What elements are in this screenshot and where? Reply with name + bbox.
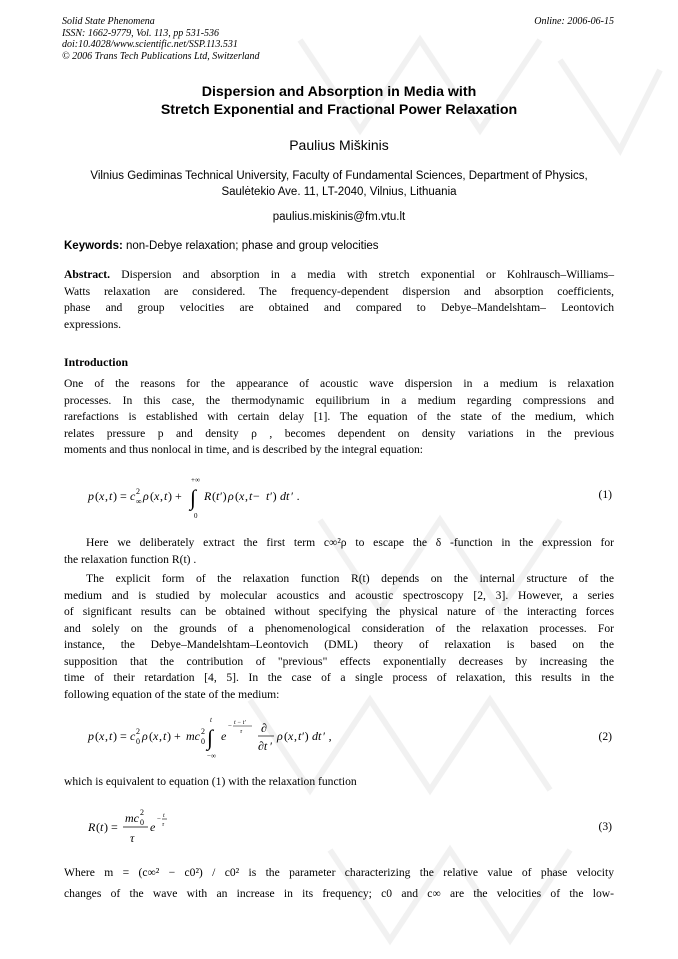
svg-text:e: e bbox=[221, 729, 227, 743]
svg-text:,: , bbox=[294, 729, 297, 743]
svg-text:x: x bbox=[99, 729, 105, 743]
svg-text:(: ( bbox=[95, 729, 99, 743]
paper-title bbox=[0, 83, 678, 119]
svg-text:′ ,: ′ , bbox=[323, 729, 332, 743]
svg-text:x: x bbox=[99, 489, 105, 503]
intro-paragraph-5 bbox=[64, 862, 614, 904]
text-line: processes. In this case, the thermodynamic equilibrium in a medium regarding compressions and bbox=[64, 393, 614, 407]
svg-text:dt: dt bbox=[280, 489, 290, 503]
svg-text:−: − bbox=[157, 815, 161, 823]
text-line: following equation of the state of the medium: bbox=[64, 687, 280, 701]
affiliation-line-1: Vilnius Gediminas Technical University, Faculty of Fundamental Sciences, Department of Physics, bbox=[90, 170, 588, 182]
svg-text:+∞: +∞ bbox=[191, 476, 200, 484]
text-line: relates pressure p and density ρ , becomes dependent on density variations in the previous bbox=[64, 426, 614, 440]
svg-text:(: ( bbox=[150, 489, 154, 503]
title-line-2: Stretch Exponential and Fractional Power Relaxation bbox=[160, 102, 518, 118]
svg-text:p: p bbox=[88, 489, 94, 503]
svg-text:ρ: ρ bbox=[228, 489, 234, 503]
equation-3 bbox=[86, 804, 206, 852]
svg-text:−: − bbox=[253, 489, 260, 503]
svg-text:) =: ) = bbox=[113, 729, 127, 743]
svg-text:ρ: ρ bbox=[142, 729, 148, 743]
svg-text:0: 0 bbox=[194, 512, 198, 520]
svg-text:(: ( bbox=[284, 729, 288, 743]
keywords-label: Keywords: bbox=[64, 240, 123, 252]
svg-text:,: , bbox=[105, 489, 108, 503]
svg-text:mc: mc bbox=[125, 811, 139, 825]
title-line-1: Dispersion and Absorption in Media with bbox=[201, 84, 477, 100]
svg-text:2: 2 bbox=[136, 727, 140, 736]
copyright-line: © 2006 Trans Tech Publications Ltd, Switzerland bbox=[62, 50, 260, 62]
svg-text:τ: τ bbox=[162, 822, 165, 828]
svg-text:∫: ∫ bbox=[190, 485, 197, 510]
svg-text:∫: ∫ bbox=[207, 725, 214, 750]
svg-text:,: , bbox=[245, 489, 248, 503]
svg-text:0: 0 bbox=[136, 737, 140, 746]
text-line: Here we deliberately extract the first term c∞²ρ to escape the δ -function in the expression for bbox=[86, 536, 614, 549]
equation-3-number: (3) bbox=[598, 820, 612, 833]
svg-text:0: 0 bbox=[140, 818, 144, 827]
section-heading-introduction: Introduction bbox=[64, 355, 129, 369]
equation-2 bbox=[86, 712, 366, 762]
svg-text:t: t bbox=[216, 489, 220, 503]
author-name: Paulius Miškinis bbox=[289, 137, 389, 153]
svg-text:τ: τ bbox=[240, 729, 243, 735]
abstract-line: Abstract. Dispersion and absorption in a media with stretch exponential or Kohlrausch–Williams– bbox=[64, 268, 614, 281]
svg-text:τ: τ bbox=[130, 831, 135, 845]
text-line: supposition that the contribution of "previous" effects exponentially decreases by increasing the bbox=[64, 654, 614, 668]
svg-text:∂t: ∂t bbox=[258, 739, 268, 753]
text-line: the relaxation function R(t) . bbox=[64, 552, 197, 566]
issn-line: ISSN: 1662-9779, Vol. 113, pp 531-536 bbox=[62, 27, 220, 39]
text-line: medium and is studied by molecular acoustics and acoustic spectroscopy [2, 3]. However, a series bbox=[64, 588, 614, 602]
equation-2-number: (2) bbox=[598, 730, 612, 743]
svg-text:p: p bbox=[88, 729, 94, 743]
svg-text:t: t bbox=[266, 489, 270, 503]
svg-text:′): ′) bbox=[220, 489, 227, 503]
text-line: of significant results can be obtained without specifying the physical nature of the interacting forces bbox=[64, 605, 614, 618]
svg-text:∞: ∞ bbox=[136, 497, 142, 506]
svg-text:mc: mc bbox=[186, 729, 200, 743]
text-line: One of the reasons for the appearance of acoustic wave dispersion in a medium is relaxation bbox=[64, 377, 614, 390]
svg-text:t: t bbox=[109, 489, 113, 503]
svg-text:) =: ) = bbox=[113, 489, 127, 503]
intro-paragraph-3 bbox=[64, 571, 614, 703]
svg-text:c: c bbox=[130, 489, 136, 503]
journal-header bbox=[62, 16, 260, 62]
svg-text:2: 2 bbox=[201, 727, 205, 736]
abstract-line: Watts relaxation are considered. The frequency-dependent dispersion and absorption coefficients, bbox=[64, 284, 614, 298]
svg-text:2: 2 bbox=[140, 808, 144, 817]
svg-text:,: , bbox=[105, 729, 108, 743]
text-line: changes of the wave with an increase in its frequency; c0 and c∞ are the velocities of the low- bbox=[64, 887, 614, 900]
text-line: rarefactions is established with certain delay [1]. The equation of the state of the medium, which bbox=[64, 410, 614, 423]
text-line: moments and thus nonlocal in time, and is described by the integral equation: bbox=[64, 443, 424, 456]
svg-text:R: R bbox=[88, 820, 96, 834]
svg-text:(: ( bbox=[96, 820, 100, 834]
journal-name: Solid State Phenomena bbox=[62, 16, 155, 27]
text-line: The explicit form of the relaxation function R(t) depends on the internal structure of the bbox=[86, 572, 614, 585]
affiliation bbox=[64, 169, 614, 200]
svg-text:(: ( bbox=[235, 489, 239, 503]
svg-text:0: 0 bbox=[201, 737, 205, 746]
svg-text:x: x bbox=[288, 729, 294, 743]
svg-text:ρ: ρ bbox=[277, 729, 283, 743]
svg-text:c: c bbox=[130, 729, 136, 743]
svg-text:x: x bbox=[154, 489, 160, 503]
svg-text:) +: ) + bbox=[167, 729, 181, 743]
svg-text:(: ( bbox=[212, 489, 216, 503]
svg-text:(: ( bbox=[95, 489, 99, 503]
svg-text:dt: dt bbox=[312, 729, 322, 743]
intro-paragraph-1 bbox=[64, 376, 614, 459]
svg-text:′ .: ′ . bbox=[291, 489, 300, 503]
abstract-line: phase and group velocities are obtained and compared to Debye–Mandelshtam– Leontovich bbox=[64, 301, 614, 314]
svg-text:R: R bbox=[204, 489, 212, 503]
svg-text:x: x bbox=[239, 489, 245, 503]
svg-text:2: 2 bbox=[136, 487, 140, 496]
svg-text:−: − bbox=[228, 722, 232, 730]
svg-text:′): ′) bbox=[270, 489, 277, 503]
text-line: instance, the Debye–Mandelshtam–Leontovich (DML) theory of relaxation is based on the bbox=[64, 638, 614, 651]
svg-text:,: , bbox=[159, 729, 162, 743]
intro-paragraph-4 bbox=[64, 774, 614, 791]
svg-text:,: , bbox=[160, 489, 163, 503]
svg-text:) =: ) = bbox=[104, 820, 118, 834]
svg-text:t: t bbox=[249, 489, 253, 503]
abstract-label: Abstract. bbox=[64, 268, 111, 281]
svg-text:t: t bbox=[163, 729, 167, 743]
equation-1 bbox=[86, 474, 346, 522]
svg-text:t: t bbox=[298, 729, 302, 743]
svg-text:t: t bbox=[164, 489, 168, 503]
intro-paragraph-2 bbox=[64, 535, 614, 568]
svg-text:e: e bbox=[150, 820, 156, 834]
affiliation-line-2: Saulėtekio Ave. 11, LT-2040, Vilnius, Lithuania bbox=[221, 185, 457, 198]
text-line: Where m = (c∞² − c0²) / c0² is the parameter characterizing the relative value of phase velocity bbox=[64, 866, 614, 879]
author-email: paulius.miskinis@fm.vtu.lt bbox=[272, 211, 406, 223]
svg-text:t: t bbox=[100, 820, 104, 834]
svg-text:(: ( bbox=[149, 729, 153, 743]
svg-text:ρ: ρ bbox=[143, 489, 149, 503]
keywords-text: non-Debye relaxation; phase and group velocities bbox=[122, 240, 379, 252]
text-line: time of their retardation [4, 5]. In the case of a single process of relaxation, this results in the bbox=[64, 671, 614, 684]
keywords bbox=[64, 240, 379, 252]
svg-text:t: t bbox=[109, 729, 113, 743]
svg-text:x: x bbox=[153, 729, 159, 743]
svg-text:) +: ) + bbox=[168, 489, 182, 503]
text-line: which is equivalent to equation (1) with the relaxation function bbox=[64, 775, 357, 788]
svg-text:−∞: −∞ bbox=[207, 752, 216, 760]
svg-text:′): ′) bbox=[302, 729, 309, 743]
equation-1-number: (1) bbox=[598, 488, 612, 501]
online-date: Online: 2006-06-15 bbox=[534, 16, 614, 27]
svg-text:t − t′: t − t′ bbox=[234, 720, 246, 726]
abstract bbox=[64, 267, 614, 333]
svg-text:t: t bbox=[210, 716, 212, 724]
doi-line: doi:10.4028/www.scientific.net/SSP.113.531 bbox=[62, 39, 238, 50]
svg-text:t: t bbox=[163, 813, 165, 819]
svg-text:∂: ∂ bbox=[261, 721, 267, 735]
svg-text:′: ′ bbox=[270, 739, 273, 753]
abstract-line: expressions. bbox=[64, 317, 121, 331]
text-line: and solely on the grounds of a phenomenological consideration of the relaxation processes. For bbox=[64, 621, 614, 635]
